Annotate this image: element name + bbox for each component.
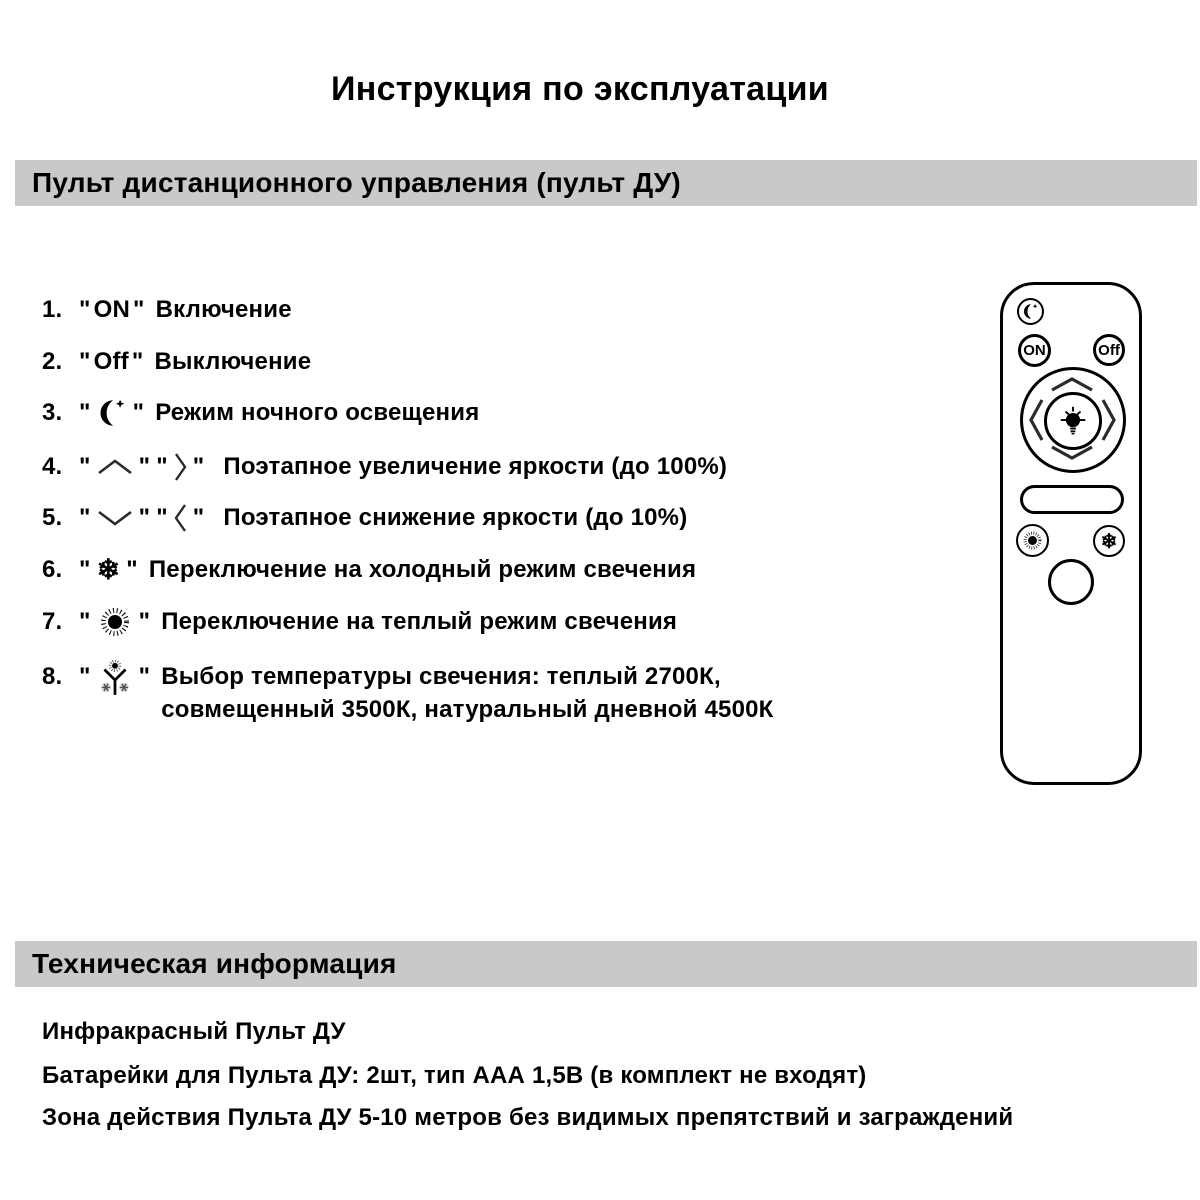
section-header-tech	[15, 941, 1197, 987]
instruction-item-8	[42, 660, 774, 726]
temperature-select-icon	[97, 660, 133, 698]
chevron-down-icon	[97, 510, 133, 526]
item-text-line1: Выбор температуры свечения: теплый 2700К,	[161, 663, 721, 690]
item-text: Выключение	[154, 348, 312, 375]
on-button-label: ON	[1023, 342, 1046, 359]
quote-mark: "	[156, 504, 168, 531]
chevron-right-icon	[1100, 397, 1117, 443]
item-number: 6.	[42, 556, 63, 583]
pill-button	[1020, 485, 1124, 514]
quote-mark: "	[192, 453, 205, 480]
instruction-item-4	[42, 452, 727, 482]
quote-mark: "	[192, 504, 205, 531]
quote-mark: "	[138, 663, 151, 690]
item-number: 4.	[42, 453, 63, 480]
item-number: 3.	[42, 399, 63, 426]
angle-left-icon	[174, 503, 187, 533]
tech-line-1: Инфракрасный Пульт ДУ	[42, 1018, 346, 1045]
sun-icon	[97, 604, 133, 640]
chevron-left-icon	[1028, 397, 1045, 443]
instruction-item-7	[42, 607, 677, 637]
item-text: Переключение на теплый режим свечения	[161, 608, 678, 635]
quote-mark: "	[138, 608, 151, 635]
quote-mark: "	[79, 296, 91, 323]
quote-mark: "	[156, 453, 168, 480]
on-button	[1018, 334, 1051, 367]
crescent-moon-icon	[1022, 303, 1039, 320]
quote-mark: "	[131, 348, 144, 375]
button-label-off: Off	[93, 348, 129, 375]
item-text: Переключение на холодный режим свечения	[148, 556, 697, 583]
quote-mark: "	[126, 556, 138, 583]
quote-mark: "	[133, 296, 145, 323]
item-text: Поэтапное снижение яркости (до 10%)	[223, 504, 688, 531]
remote-control-illustration	[1000, 282, 1142, 785]
warm-mode-button	[1016, 524, 1049, 557]
item-number: 1.	[42, 296, 63, 323]
light-bulb-button	[1044, 392, 1102, 450]
light-bulb-icon	[1056, 404, 1090, 438]
round-button	[1048, 559, 1094, 605]
item-text: Режим ночного освещения	[155, 399, 480, 426]
quote-mark: "	[79, 504, 91, 531]
chevron-up-icon	[97, 459, 133, 475]
quote-mark: "	[138, 504, 151, 531]
snowflake-icon: ❄	[96, 554, 121, 585]
quote-mark: "	[132, 399, 145, 426]
tech-line-3: Зона действия Пульта ДУ 5-10 метров без видимых препятствий и заграждений	[42, 1104, 1014, 1131]
snowflake-icon: ❄	[1100, 530, 1118, 553]
off-button-label: Off	[1098, 341, 1120, 359]
crescent-moon-icon	[97, 398, 127, 428]
instruction-item-5	[42, 503, 687, 533]
crescent-moon-icon	[97, 398, 127, 428]
item-number: 8.	[42, 663, 63, 690]
item-number: 7.	[42, 608, 63, 635]
quote-mark: "	[79, 453, 91, 480]
quote-mark: "	[79, 608, 91, 635]
quote-mark: "	[79, 348, 91, 375]
night-mode-button	[1017, 298, 1044, 325]
quote-mark: "	[79, 556, 91, 583]
tech-line-2: Батарейки для Пульта ДУ: 2шт, тип ААА 1,5В (в комплект не входят)	[42, 1062, 867, 1089]
section-header-remote	[15, 160, 1197, 206]
angle-right-icon	[174, 452, 187, 482]
section-header-remote-label: Пульт дистанционного управления (пульт ДУ)	[32, 167, 681, 198]
item-number: 5.	[42, 504, 63, 531]
page-title: Инструкция по эксплуатации	[331, 70, 829, 108]
sun-icon	[1021, 529, 1044, 552]
quote-mark: "	[79, 399, 91, 426]
quote-mark: "	[138, 453, 151, 480]
section-header-tech-label: Техническая информация	[32, 948, 397, 979]
cool-mode-button	[1093, 525, 1125, 557]
item-text-line2: совмещенный 3500К, натуральный дневной 4500К	[161, 696, 774, 723]
instruction-item-6	[42, 555, 696, 585]
instruction-item-2	[42, 347, 311, 377]
instruction-item-3	[42, 398, 479, 428]
item-number: 2.	[42, 348, 63, 375]
quote-mark: "	[79, 663, 91, 690]
item-text-block	[161, 660, 773, 726]
button-label-on: ON	[93, 296, 130, 323]
item-text: Включение	[155, 296, 292, 323]
item-text: Поэтапное увеличение яркости (до 100%)	[223, 453, 728, 480]
chevron-up-icon	[1049, 376, 1095, 393]
off-button	[1093, 334, 1125, 366]
instruction-item-1	[42, 295, 292, 325]
